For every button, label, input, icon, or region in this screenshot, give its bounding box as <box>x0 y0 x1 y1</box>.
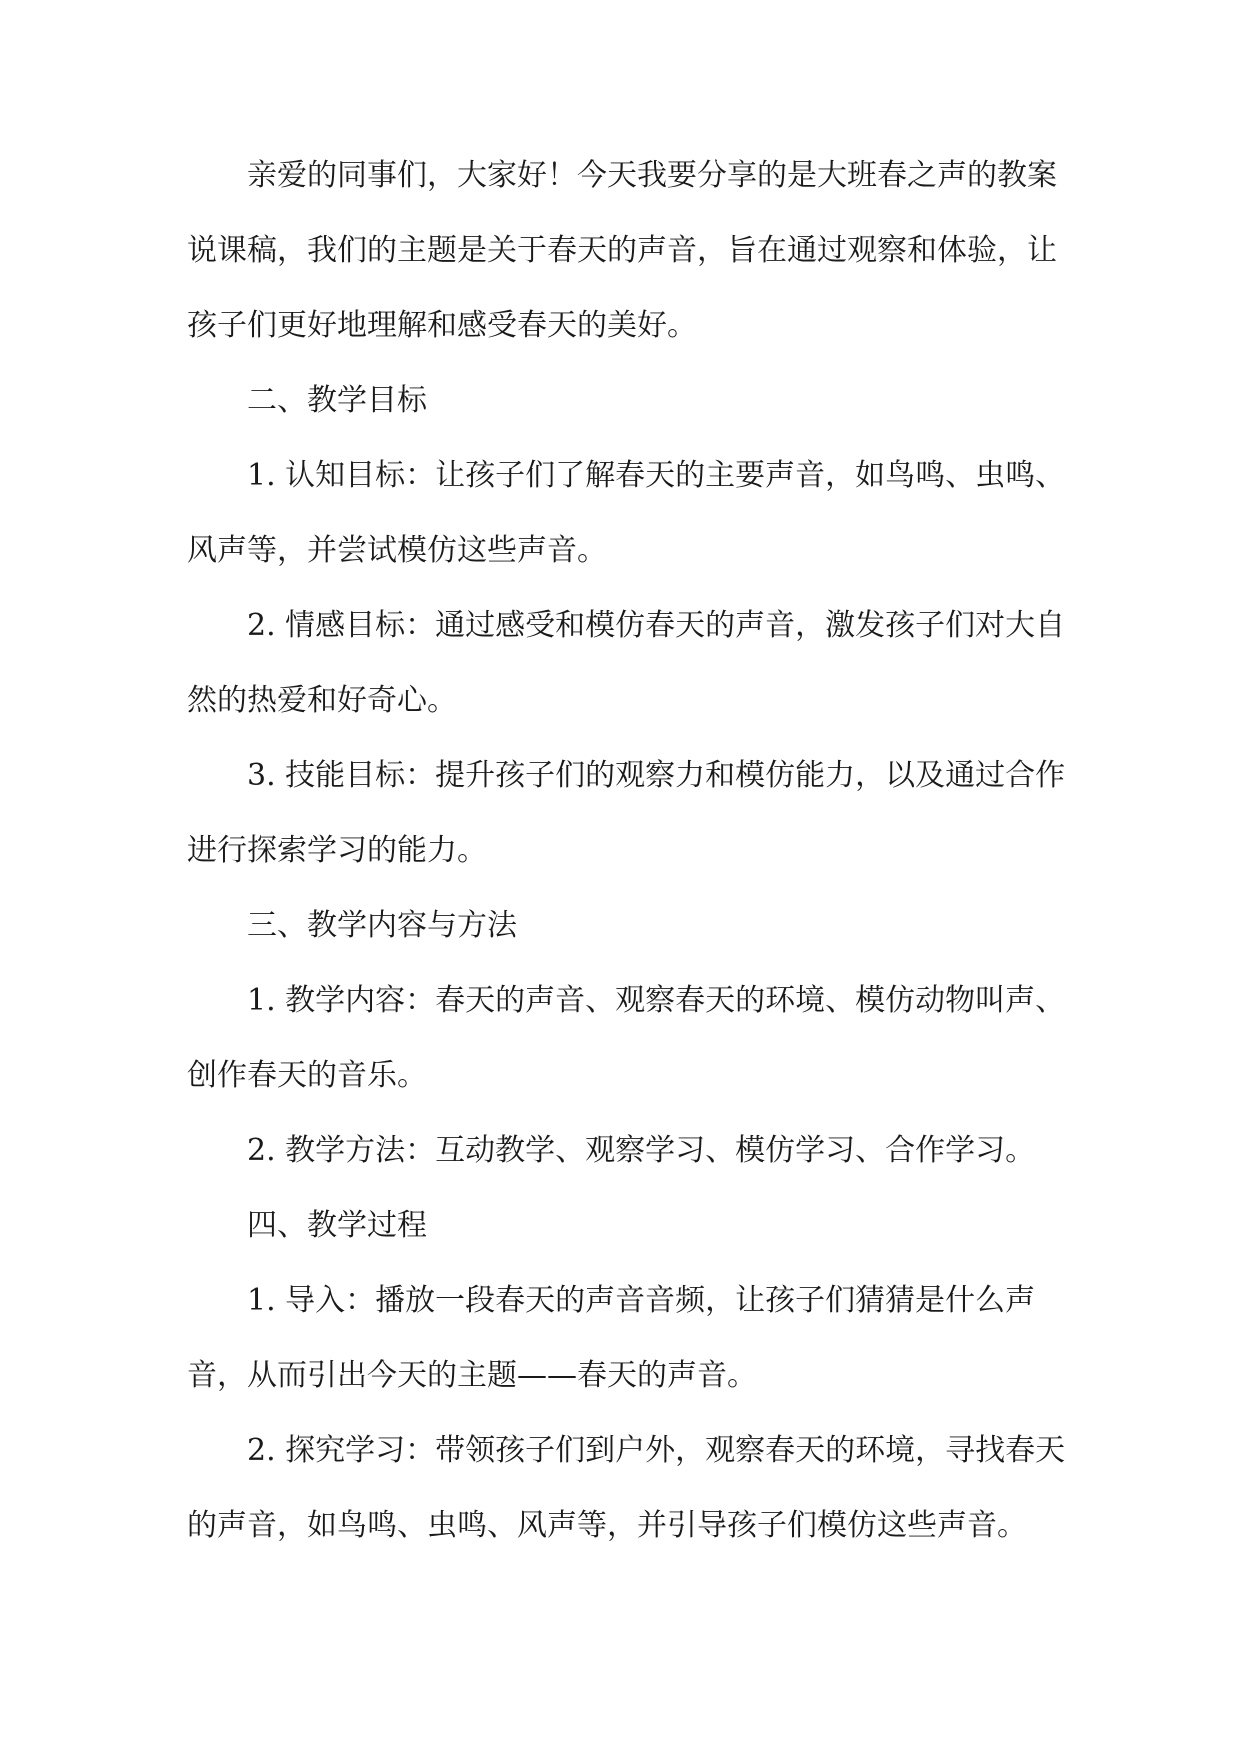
intro-paragraph: 亲爱的同事们，大家好！今天我要分享的是大班春之声的教案说课稿，我们的主题是关于春天的声音，旨在通过观察和体验，让孩子们更好地理解和感受春天的美好。 <box>187 158 1057 343</box>
document-body <box>187 138 1067 1563</box>
goal-item-skills: 3. 技能目标：提升孩子们的观察力和模仿能力，以及通过合作进行探索学习的能力。 <box>187 758 1066 868</box>
section-heading-content-methods: 三、教学内容与方法 <box>247 908 517 943</box>
section-heading-process: 四、教学过程 <box>247 1208 427 1243</box>
goal-item-cognitive: 1. 认知目标：让孩子们了解春天的主要声音，如鸟鸣、虫鸣、风声等，并尝试模仿这些声音。 <box>187 458 1066 568</box>
process-item-intro: 1. 导入：播放一段春天的声音音频，让孩子们猜猜是什么声音，从而引出今天的主题——春天的声音。 <box>187 1283 1036 1393</box>
process-item-explore: 2. 探究学习：带领孩子们到户外，观察春天的环境，寻找春天的声音，如鸟鸣、虫鸣、风声等，并引导孩子们模仿这些声音。 <box>187 1433 1066 1543</box>
section-heading-goals: 二、教学目标 <box>247 383 427 418</box>
content-item: 1. 教学内容：春天的声音、观察春天的环境、模仿动物叫声、创作春天的音乐。 <box>187 983 1066 1093</box>
method-item: 2. 教学方法：互动教学、观察学习、模仿学习、合作学习。 <box>247 1133 1036 1168</box>
goal-item-emotional: 2. 情感目标：通过感受和模仿春天的声音，激发孩子们对大自然的热爱和好奇心。 <box>187 608 1066 718</box>
